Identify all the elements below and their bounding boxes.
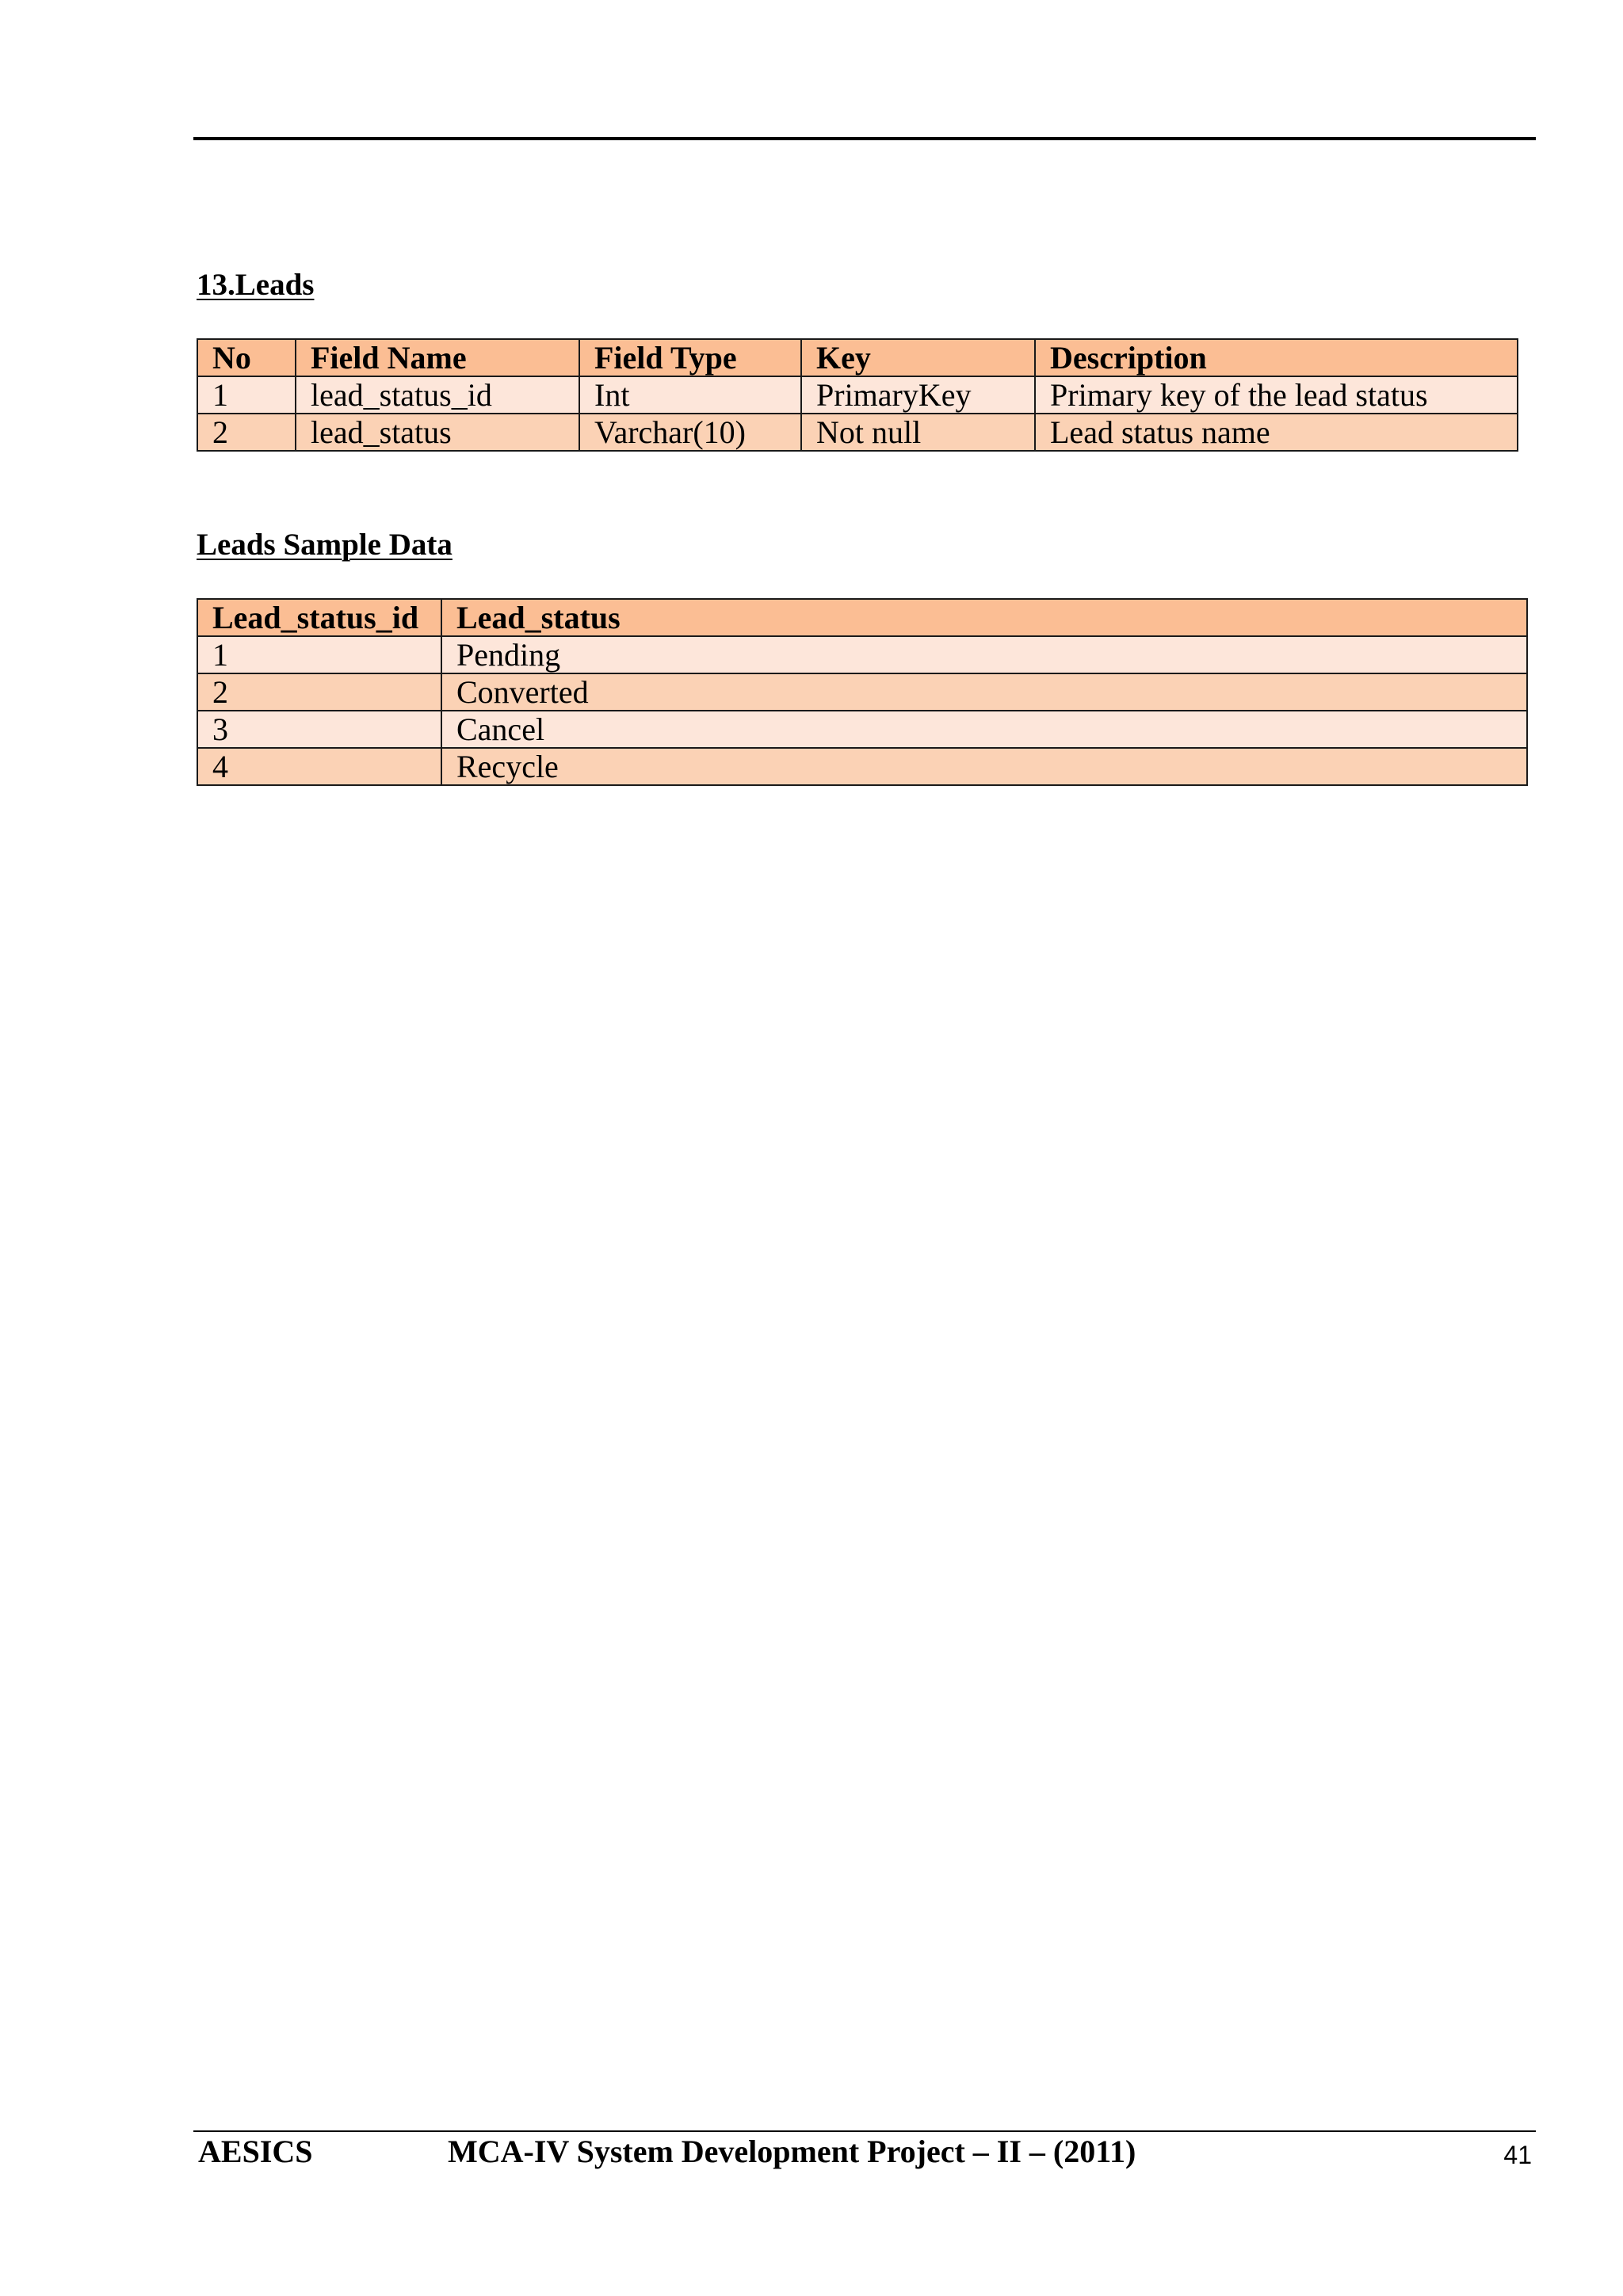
column-header-no: No — [197, 339, 296, 376]
table-row — [197, 673, 1527, 711]
footer-rule — [193, 2130, 1536, 2132]
section-heading-sample-data: Leads Sample Data — [197, 528, 453, 562]
table-cell: Int — [579, 376, 801, 414]
table-cell: lead_status — [296, 414, 579, 451]
section-heading-leads: 13.Leads — [197, 268, 315, 302]
table-row — [197, 748, 1527, 785]
table-cell: Recycle — [441, 748, 1527, 785]
table-cell: 1 — [197, 636, 441, 673]
table-cell: 2 — [197, 414, 296, 451]
table-header-row — [197, 339, 1518, 376]
table-cell: PrimaryKey — [801, 376, 1035, 414]
header-rule — [193, 137, 1536, 140]
footer-project-title: MCA-IV System Development Project – II – (2011) — [448, 2134, 1136, 2169]
page-number: 41 — [1503, 2141, 1532, 2169]
table-cell: lead_status_id — [296, 376, 579, 414]
footer-org: AESICS — [198, 2134, 313, 2169]
table-row — [197, 414, 1518, 451]
table-cell: 3 — [197, 711, 441, 748]
table-header-row — [197, 599, 1527, 636]
leads-sample-table — [197, 598, 1528, 786]
table-cell: Primary key of the lead status — [1035, 376, 1518, 414]
table-row — [197, 711, 1527, 748]
leads-field-table — [197, 338, 1518, 452]
column-header-field-type: Field Type — [579, 339, 801, 376]
column-header-description: Description — [1035, 339, 1518, 376]
column-header-key: Key — [801, 339, 1035, 376]
table-cell: Pending — [441, 636, 1527, 673]
table-row — [197, 376, 1518, 414]
table-cell: Not null — [801, 414, 1035, 451]
table-row — [197, 636, 1527, 673]
table-cell: 4 — [197, 748, 441, 785]
column-header-field-name: Field Name — [296, 339, 579, 376]
column-header-lead-status-id: Lead_status_id — [197, 599, 441, 636]
table-cell: Converted — [441, 673, 1527, 711]
table-cell: Cancel — [441, 711, 1527, 748]
table-cell: Lead status name — [1035, 414, 1518, 451]
column-header-lead-status: Lead_status — [441, 599, 1527, 636]
table-cell: 2 — [197, 673, 441, 711]
table-cell: 1 — [197, 376, 296, 414]
table-cell: Varchar(10) — [579, 414, 801, 451]
